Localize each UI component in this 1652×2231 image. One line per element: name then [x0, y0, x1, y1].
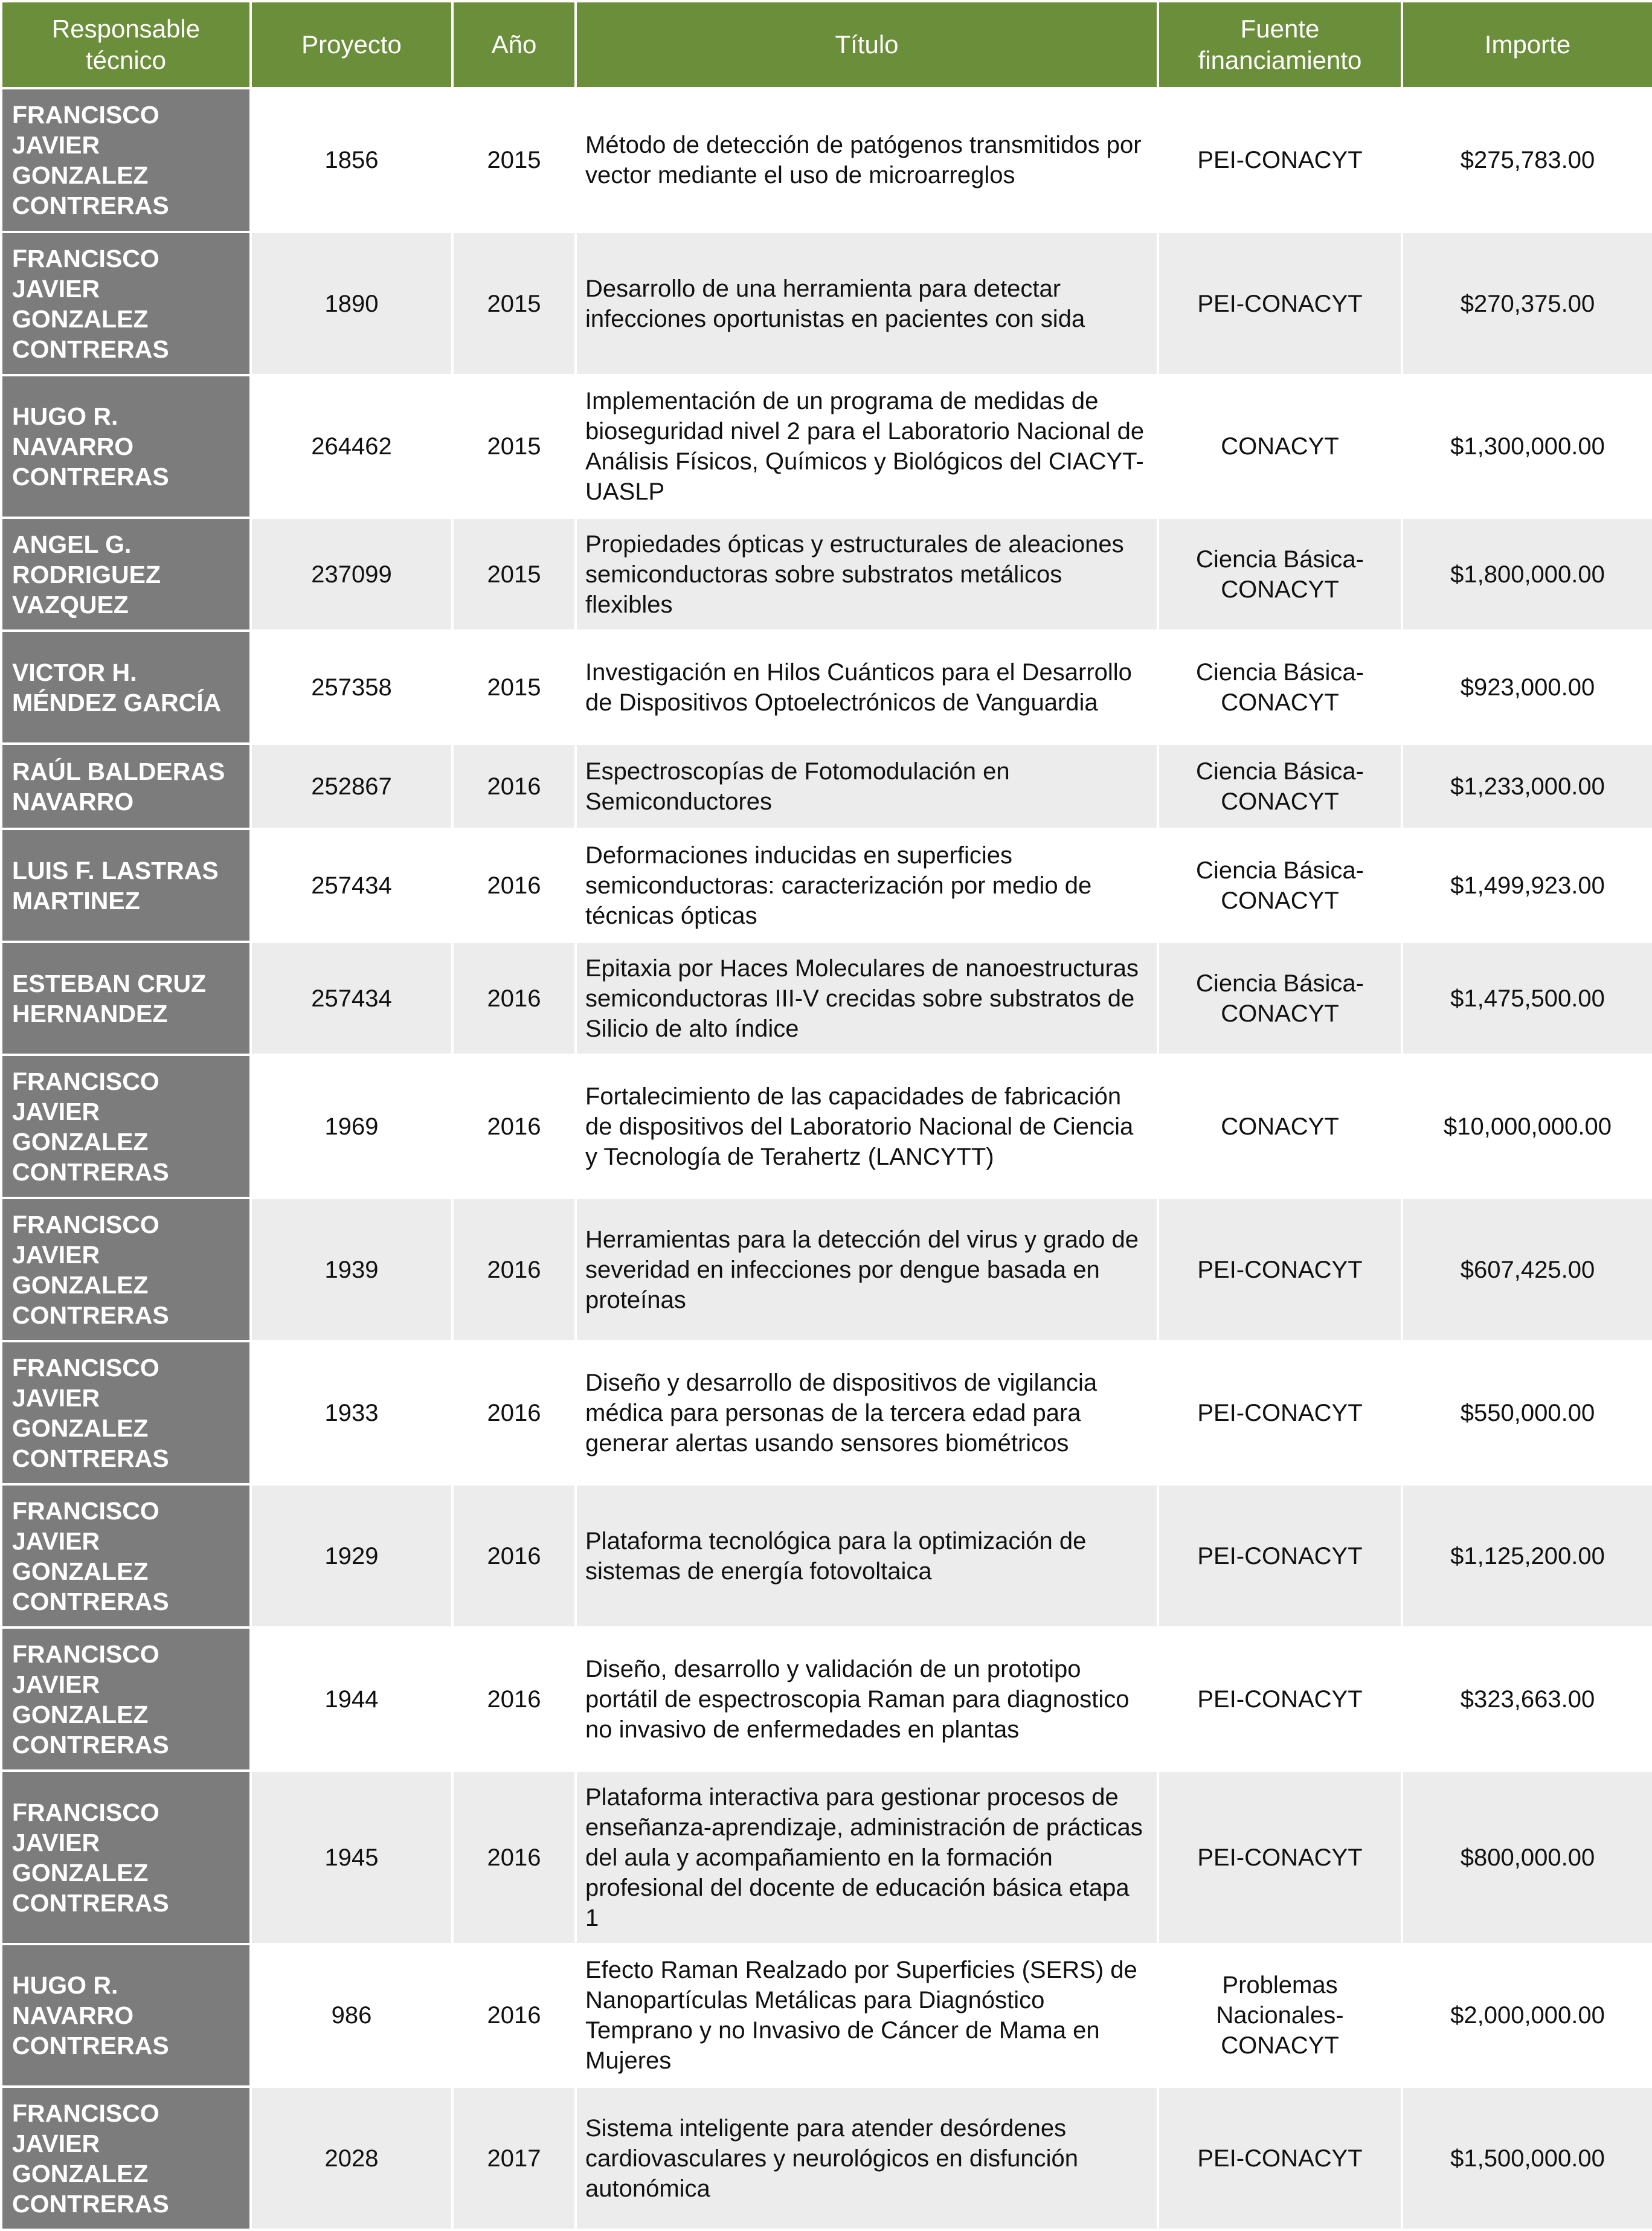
cell-fuente: Ciencia Básica-CONACYT	[1159, 830, 1401, 941]
header-row	[2, 2, 1652, 87]
cell-proyecto: 2028	[252, 2088, 451, 2229]
cell-proyecto: 237099	[252, 519, 451, 629]
cell-fuente: CONACYT	[1159, 1056, 1401, 1197]
cell-responsable: FRANCISCO JAVIER GONZALEZ CONTRERAS	[2, 89, 249, 231]
cell-fuente: PEI-CONACYT	[1159, 233, 1401, 374]
table-row	[2, 519, 1652, 629]
cell-anio: 2016	[454, 1199, 574, 1340]
table-row	[2, 1945, 1652, 2085]
table-row	[2, 376, 1652, 517]
cell-fuente: CONACYT	[1159, 376, 1401, 517]
cell-responsable: FRANCISCO JAVIER GONZALEZ CONTRERAS	[2, 233, 249, 374]
cell-importe: $1,300,000.00	[1403, 376, 1652, 517]
cell-titulo: Implementación de un programa de medidas de bioseguridad nivel 2 para el Laboratorio Nacional de Análisis Físicos, Químicos y Biológicos del CIACYT-UASLP	[577, 376, 1157, 517]
cell-anio: 2015	[454, 632, 574, 742]
cell-importe: $800,000.00	[1403, 1772, 1652, 1943]
cell-titulo: Herramientas para la detección del virus y grado de severidad en infecciones por dengue basada en proteínas	[577, 1199, 1157, 1340]
cell-anio: 2016	[454, 830, 574, 941]
cell-titulo: Sistema inteligente para atender desórdenes cardiovasculares y neurológicos en disfunción autonómica	[577, 2088, 1157, 2229]
cell-responsable: FRANCISCO JAVIER GONZALEZ CONTRERAS	[2, 1342, 249, 1483]
cell-importe: $550,000.00	[1403, 1342, 1652, 1483]
header-titulo: Título	[577, 2, 1157, 87]
cell-titulo: Investigación en Hilos Cuánticos para el Desarrollo de Dispositivos Optoelectrónicos de Vanguardia	[577, 632, 1157, 742]
cell-importe: $1,499,923.00	[1403, 830, 1652, 941]
header-responsable: Responsable técnico	[2, 2, 249, 87]
table-row	[2, 233, 1652, 374]
table-row	[2, 1629, 1652, 1769]
cell-anio: 2017	[454, 2088, 574, 2229]
cell-anio: 2016	[454, 1056, 574, 1197]
cell-titulo: Fortalecimiento de las capacidades de fabricación de dispositivos del Laboratorio Nacional de Ciencia y Tecnología de Terahertz (LANCYTT)	[577, 1056, 1157, 1197]
cell-responsable: RAÚL BALDERAS NAVARRO	[2, 745, 249, 828]
cell-proyecto: 1945	[252, 1772, 451, 1943]
cell-fuente: PEI-CONACYT	[1159, 1629, 1401, 1769]
cell-titulo: Plataforma interactiva para gestionar procesos de enseñanza-aprendizaje, administración de prácticas del aula y acompañamiento en la formación profesional del docente de educación básica etapa 1	[577, 1772, 1157, 1943]
cell-proyecto: 1890	[252, 233, 451, 374]
cell-importe: $1,125,200.00	[1403, 1486, 1652, 1626]
cell-responsable: LUIS F. LASTRAS MARTINEZ	[2, 830, 249, 941]
cell-importe: $270,375.00	[1403, 233, 1652, 374]
cell-proyecto: 1933	[252, 1342, 451, 1483]
header-proyecto: Proyecto	[252, 2, 451, 87]
cell-fuente: PEI-CONACYT	[1159, 1342, 1401, 1483]
cell-responsable: FRANCISCO JAVIER GONZALEZ CONTRERAS	[2, 1629, 249, 1769]
table-row	[2, 745, 1652, 828]
cell-titulo: Espectroscopías de Fotomodulación en Semiconductores	[577, 745, 1157, 828]
cell-titulo: Desarrollo de una herramienta para detectar infecciones oportunistas en pacientes con sida	[577, 233, 1157, 374]
cell-responsable: ANGEL G. RODRIGUEZ VAZQUEZ	[2, 519, 249, 629]
table-row	[2, 1056, 1652, 1197]
cell-fuente: PEI-CONACYT	[1159, 2088, 1401, 2229]
table-row	[2, 632, 1652, 742]
cell-proyecto: 1969	[252, 1056, 451, 1197]
cell-proyecto: 1939	[252, 1199, 451, 1340]
header-fuente: Fuente financiamiento	[1159, 2, 1401, 87]
table-row	[2, 943, 1652, 1054]
cell-importe: $1,500,000.00	[1403, 2088, 1652, 2229]
cell-proyecto: 257358	[252, 632, 451, 742]
cell-proyecto: 1856	[252, 89, 451, 231]
cell-titulo: Método de detección de patógenos transmitidos por vector mediante el uso de microarreglos	[577, 89, 1157, 231]
cell-titulo: Efecto Raman Realzado por Superficies (SERS) de Nanopartículas Metálicas para Diagnóstico Temprano y no Invasivo de Cáncer de Mama en Mujeres	[577, 1945, 1157, 2085]
cell-anio: 2016	[454, 745, 574, 828]
table-row	[2, 830, 1652, 941]
header-importe: Importe	[1403, 2, 1652, 87]
cell-fuente: PEI-CONACYT	[1159, 89, 1401, 231]
cell-titulo: Plataforma tecnológica para la optimización de sistemas de energía fotovoltaica	[577, 1486, 1157, 1626]
cell-importe: $1,233,000.00	[1403, 745, 1652, 828]
cell-fuente: Problemas Nacionales-CONACYT	[1159, 1945, 1401, 2085]
cell-importe: $10,000,000.00	[1403, 1056, 1652, 1197]
cell-fuente: Ciencia Básica-CONACYT	[1159, 519, 1401, 629]
cell-responsable: HUGO R. NAVARRO CONTRERAS	[2, 376, 249, 517]
cell-proyecto: 1929	[252, 1486, 451, 1626]
cell-importe: $607,425.00	[1403, 1199, 1652, 1340]
cell-titulo: Deformaciones inducidas en superficies semiconductoras: caracterización por medio de técnicas ópticas	[577, 830, 1157, 941]
table-row	[2, 1486, 1652, 1626]
cell-proyecto: 257434	[252, 943, 451, 1054]
cell-fuente: PEI-CONACYT	[1159, 1486, 1401, 1626]
cell-anio: 2016	[454, 1945, 574, 2085]
cell-proyecto: 257434	[252, 830, 451, 941]
cell-importe: $923,000.00	[1403, 632, 1652, 742]
cell-anio: 2015	[454, 233, 574, 374]
cell-anio: 2016	[454, 1772, 574, 1943]
table-row	[2, 1342, 1652, 1483]
cell-responsable: FRANCISCO JAVIER GONZALEZ CONTRERAS	[2, 1772, 249, 1943]
cell-anio: 2016	[454, 943, 574, 1054]
cell-importe: $2,000,000.00	[1403, 1945, 1652, 2085]
cell-responsable: HUGO R. NAVARRO CONTRERAS	[2, 1945, 249, 2085]
table-row	[2, 1772, 1652, 1943]
table-row	[2, 89, 1652, 231]
cell-anio: 2016	[454, 1629, 574, 1769]
cell-importe: $275,783.00	[1403, 89, 1652, 231]
table-row	[2, 2088, 1652, 2229]
cell-responsable: FRANCISCO JAVIER GONZALEZ CONTRERAS	[2, 2088, 249, 2229]
cell-anio: 2015	[454, 519, 574, 629]
cell-responsable: FRANCISCO JAVIER GONZALEZ CONTRERAS	[2, 1199, 249, 1340]
cell-anio: 2015	[454, 89, 574, 231]
table-header	[2, 2, 1652, 87]
table-body	[2, 89, 1652, 2229]
cell-titulo: Diseño y desarrollo de dispositivos de vigilancia médica para personas de la tercera edad para generar alertas usando sensores biométricos	[577, 1342, 1157, 1483]
cell-titulo: Propiedades ópticas y estructurales de aleaciones semiconductoras sobre substratos metálicos flexibles	[577, 519, 1157, 629]
cell-proyecto: 264462	[252, 376, 451, 517]
cell-importe: $323,663.00	[1403, 1629, 1652, 1769]
cell-proyecto: 1944	[252, 1629, 451, 1769]
cell-responsable: FRANCISCO JAVIER GONZALEZ CONTRERAS	[2, 1486, 249, 1626]
cell-fuente: PEI-CONACYT	[1159, 1199, 1401, 1340]
cell-fuente: Ciencia Básica-CONACYT	[1159, 943, 1401, 1054]
header-anio: Año	[454, 2, 574, 87]
cell-anio: 2016	[454, 1342, 574, 1483]
cell-responsable: VICTOR H. MÉNDEZ GARCÍA	[2, 632, 249, 742]
cell-proyecto: 252867	[252, 745, 451, 828]
cell-fuente: Ciencia Básica-CONACYT	[1159, 632, 1401, 742]
cell-responsable: ESTEBAN CRUZ HERNANDEZ	[2, 943, 249, 1054]
cell-anio: 2015	[454, 376, 574, 517]
cell-titulo: Diseño, desarrollo y validación de un prototipo portátil de espectroscopia Raman para diagnostico no invasivo de enfermedades en plantas	[577, 1629, 1157, 1769]
cell-responsable: FRANCISCO JAVIER GONZALEZ CONTRERAS	[2, 1056, 249, 1197]
cell-importe: $1,475,500.00	[1403, 943, 1652, 1054]
cell-anio: 2016	[454, 1486, 574, 1626]
cell-fuente: PEI-CONACYT	[1159, 1772, 1401, 1943]
cell-proyecto: 986	[252, 1945, 451, 2085]
cell-importe: $1,800,000.00	[1403, 519, 1652, 629]
cell-fuente: Ciencia Básica-CONACYT	[1159, 745, 1401, 828]
cell-titulo: Epitaxia por Haces Moleculares de nanoestructuras semiconductoras III-V crecidas sobre substratos de Silicio de alto índice	[577, 943, 1157, 1054]
table-row	[2, 1199, 1652, 1340]
